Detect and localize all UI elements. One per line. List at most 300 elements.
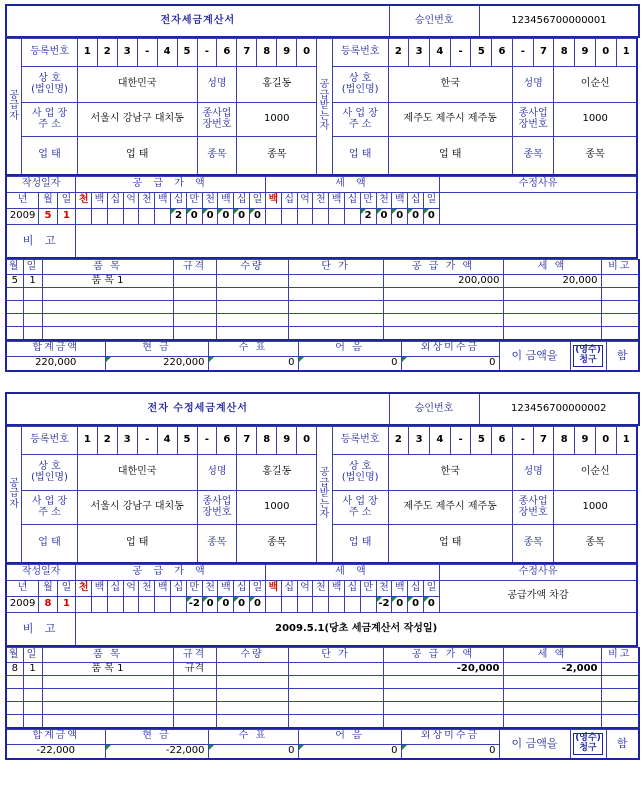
line-cell-empty xyxy=(6,715,23,728)
supply-unit-label: 일 xyxy=(250,580,266,596)
reg-digit: 7 xyxy=(533,39,554,67)
label-line-2: 주 소 xyxy=(38,506,61,518)
total-value: 0 xyxy=(208,744,298,759)
sub-label xyxy=(512,67,553,103)
line-cell-empty xyxy=(23,314,42,327)
receiver-value: 한국 xyxy=(388,67,512,103)
line-cell-qty xyxy=(216,663,288,676)
receiver-value: 제주도 제주시 제주동 xyxy=(388,491,512,525)
reg-digit: - xyxy=(137,39,157,67)
sub-label-line-1: 성명 xyxy=(523,466,543,478)
amount-text: 이 금액을 xyxy=(499,729,570,759)
sub-label-line-1: 종목 xyxy=(523,537,543,548)
sub-label xyxy=(197,455,237,491)
line-cell-empty xyxy=(503,301,601,314)
sub-label-line-1: 종목 xyxy=(207,537,227,548)
receiver-vertical-label: 공급받는자 xyxy=(317,427,333,563)
reg-digit: 0 xyxy=(595,39,616,67)
remark-label: 비 고 xyxy=(6,224,76,258)
line-row xyxy=(6,275,639,288)
row-label xyxy=(22,455,78,491)
receiver-value-2: 종목 xyxy=(554,137,637,175)
tax-unit-label: 십 xyxy=(408,580,424,596)
tax-digit: 2 xyxy=(360,208,376,224)
sub-label-line-2: 장번호 xyxy=(518,506,548,518)
supply-amount-header: 공 급 가 액 xyxy=(76,176,266,192)
row-label xyxy=(332,491,388,525)
supply-digit xyxy=(123,208,139,224)
line-cell-empty xyxy=(42,702,173,715)
supply-digit xyxy=(76,596,92,612)
totals xyxy=(5,341,640,373)
line-cell-empty xyxy=(503,314,601,327)
line-row xyxy=(6,702,639,715)
total-value: 220,000 xyxy=(105,356,208,371)
line-header: 월 xyxy=(6,648,23,663)
supply-unit-label: 십 xyxy=(107,580,123,596)
reg-digit: 8 xyxy=(257,427,277,455)
supply-digit xyxy=(155,208,171,224)
tax-digit xyxy=(281,596,297,612)
line-cell-empty xyxy=(383,301,503,314)
line-cell-empty xyxy=(42,288,173,301)
line-cell-empty xyxy=(601,689,639,702)
supply-unit-label: 백 xyxy=(155,192,171,208)
reg-digit: 6 xyxy=(492,427,513,455)
line-cell-day: 1 xyxy=(23,275,42,288)
line-header: 일 xyxy=(23,648,42,663)
tax-digit: 0 xyxy=(392,596,408,612)
receipt-type xyxy=(570,729,606,759)
total-header: 수 표 xyxy=(208,729,298,744)
party-table xyxy=(5,4,640,38)
line-cell-empty xyxy=(216,327,288,340)
tax-unit-label: 억 xyxy=(297,192,313,208)
line-cell-tax: 20,000 xyxy=(503,275,601,288)
line-cell-empty xyxy=(503,327,601,340)
supply-digit: 0 xyxy=(202,596,218,612)
reg-digit: 2 xyxy=(97,39,117,67)
reg-digit: - xyxy=(450,39,471,67)
line-cell-spec: 규격 xyxy=(173,663,216,676)
line-cell-tax: -2,000 xyxy=(503,663,601,676)
supply-unit-label: 억 xyxy=(123,192,139,208)
line-cell-supply: -20,000 xyxy=(383,663,503,676)
line-cell-price xyxy=(288,663,383,676)
supplier-value-2: 1000 xyxy=(237,491,317,525)
line-header: 품 목 xyxy=(42,648,173,663)
reason-header: 수정사유 xyxy=(439,176,637,192)
supplier-value-2: 1000 xyxy=(237,103,317,137)
sub-label-line-1: 성명 xyxy=(207,466,227,478)
line-cell-empty xyxy=(288,715,383,728)
line-cell-empty xyxy=(601,702,639,715)
total-header: 외상미수금 xyxy=(401,729,499,744)
line-row xyxy=(6,676,639,689)
line-cell-empty xyxy=(216,301,288,314)
sub-label xyxy=(197,137,237,175)
tax-digit xyxy=(313,208,329,224)
supply-digit xyxy=(92,596,108,612)
supplier-value: 서울시 강남구 대치동 xyxy=(77,491,197,525)
line-header: 규격 xyxy=(173,260,216,275)
line-header: 월 xyxy=(6,260,23,275)
tax-unit-label: 백 xyxy=(329,192,345,208)
line-cell-empty xyxy=(216,689,288,702)
line-header: 수량 xyxy=(216,648,288,663)
line-cell-empty xyxy=(601,301,639,314)
line-row xyxy=(6,663,639,676)
tax-digit xyxy=(281,208,297,224)
reg-digit: 2 xyxy=(388,39,409,67)
label-line-1: 상 호 xyxy=(38,73,61,84)
tax-digit xyxy=(297,208,313,224)
supply-digit: 0 xyxy=(218,596,234,612)
tax-unit-label: 십 xyxy=(344,580,360,596)
line-cell-empty xyxy=(383,676,503,689)
tax-digit xyxy=(360,596,376,612)
reg-digit: - xyxy=(197,39,217,67)
line-cell-empty xyxy=(288,288,383,301)
supply-unit-label: 일 xyxy=(250,192,266,208)
line-cell-empty xyxy=(23,301,42,314)
line-header: 공 급 가 액 xyxy=(383,648,503,663)
label-line-1: 업 태 xyxy=(38,537,61,548)
line-cell-empty xyxy=(42,327,173,340)
supply-digit: 0 xyxy=(202,208,218,224)
line-cell-empty xyxy=(42,301,173,314)
supply-unit-label: 천 xyxy=(202,192,218,208)
reg-digit: 4 xyxy=(429,427,450,455)
reg-digit: - xyxy=(512,39,533,67)
supplier-value-2: 홍길동 xyxy=(237,455,317,491)
line-cell-note xyxy=(601,663,639,676)
supply-unit-label: 천 xyxy=(202,580,218,596)
line-cell-empty xyxy=(288,676,383,689)
line-cell-empty xyxy=(601,327,639,340)
supply-digit: 0 xyxy=(234,208,250,224)
row-label xyxy=(22,103,78,137)
tax-digit xyxy=(297,596,313,612)
sub-label-line-2: 장번호 xyxy=(518,118,548,130)
label-line-1: 사 업 장 xyxy=(31,108,68,119)
tax-unit-label: 백 xyxy=(329,580,345,596)
supply-unit-label: 백 xyxy=(218,580,234,596)
line-cell-empty xyxy=(6,676,23,689)
tax-digit: 0 xyxy=(408,596,424,612)
line-cell-day: 1 xyxy=(23,663,42,676)
reg-digit: 7 xyxy=(533,427,554,455)
line-cell-empty xyxy=(173,689,216,702)
line-header: 단 가 xyxy=(288,260,383,275)
line-cell-empty xyxy=(503,689,601,702)
line-cell-empty xyxy=(23,327,42,340)
tax-unit-label: 백 xyxy=(392,192,408,208)
line-cell-empty xyxy=(216,676,288,689)
sub-label xyxy=(197,67,237,103)
supplier-value: 대한민국 xyxy=(77,67,197,103)
supply-digit xyxy=(123,596,139,612)
sub-label-line-1: 성명 xyxy=(207,78,227,90)
reg-digit: 7 xyxy=(237,427,257,455)
label-line-2: (법인명) xyxy=(31,83,68,95)
supply-unit-label: 천 xyxy=(76,192,92,208)
line-cell-empty xyxy=(173,314,216,327)
supply-unit-label: 천 xyxy=(139,580,155,596)
supply-unit-label: 천 xyxy=(139,192,155,208)
line-row xyxy=(6,715,639,728)
line-cell-empty xyxy=(601,314,639,327)
tax-unit-label: 십 xyxy=(344,192,360,208)
totals xyxy=(5,729,640,761)
line-cell-empty xyxy=(6,314,23,327)
receipt-type-2: 청구 xyxy=(579,742,597,753)
line-header: 일 xyxy=(23,260,42,275)
row-label xyxy=(22,525,78,563)
line-cell-empty xyxy=(383,314,503,327)
reg-digit: 9 xyxy=(277,427,297,455)
label-line-2: 주 소 xyxy=(348,506,372,518)
reg-digit: 1 xyxy=(77,427,97,455)
month-value: 5 xyxy=(39,208,58,224)
receipt-type xyxy=(570,341,606,371)
total-value: 0 xyxy=(401,744,499,759)
supply-digit: 0 xyxy=(250,596,266,612)
sub-label-line-1: 종사업 xyxy=(518,108,548,119)
receiver-vertical-label: 공급받는자 xyxy=(317,39,333,175)
tax-digit xyxy=(329,596,345,612)
sub-label xyxy=(512,455,553,491)
tax-unit-label: 십 xyxy=(281,580,297,596)
line-row xyxy=(6,689,639,702)
reg-digit: 6 xyxy=(217,427,237,455)
receiver-value-2: 종목 xyxy=(554,525,637,563)
tax-digit xyxy=(329,208,345,224)
supplier-reg-label: 등록번호 xyxy=(22,427,78,455)
tax-digit xyxy=(344,596,360,612)
sub-label-line-1: 종목 xyxy=(523,149,543,160)
tax-digit: 0 xyxy=(408,208,424,224)
remark-label: 비 고 xyxy=(6,612,76,646)
supply-unit-label: 천 xyxy=(76,580,92,596)
row-label xyxy=(22,67,78,103)
total-header: 외상미수금 xyxy=(401,341,499,356)
supplier-value-2: 종목 xyxy=(237,137,317,175)
line-cell-empty xyxy=(173,715,216,728)
line-cell-empty xyxy=(288,314,383,327)
line-cell-empty xyxy=(383,327,503,340)
reg-digit: 5 xyxy=(177,39,197,67)
receiver-value-2: 이순신 xyxy=(554,455,637,491)
supply-digit: 0 xyxy=(218,208,234,224)
line-cell-empty xyxy=(601,715,639,728)
line-row xyxy=(6,327,639,340)
date-col-label: 월 xyxy=(39,580,58,596)
line-cell-empty xyxy=(173,676,216,689)
supply-unit-label: 억 xyxy=(123,580,139,596)
reg-digit: 0 xyxy=(297,39,317,67)
line-row xyxy=(6,314,639,327)
supply-digit xyxy=(92,208,108,224)
line-header: 품 목 xyxy=(42,260,173,275)
line-cell-empty xyxy=(42,715,173,728)
day-value: 1 xyxy=(57,208,76,224)
reg-digit: 1 xyxy=(77,39,97,67)
receiver-value-2: 이순신 xyxy=(554,67,637,103)
tax-invoice-amended xyxy=(5,392,638,760)
line-row xyxy=(6,288,639,301)
sub-label xyxy=(512,491,553,525)
row-label xyxy=(332,137,388,175)
supply-unit-label: 십 xyxy=(234,192,250,208)
line-cell-item: 품 목 1 xyxy=(42,663,173,676)
line-header: 세 액 xyxy=(503,648,601,663)
total-header: 어 음 xyxy=(298,729,401,744)
line-cell-month: 8 xyxy=(6,663,23,676)
invoice-title: 전자세금계산서 xyxy=(6,5,389,37)
receipt-type-2: 청구 xyxy=(579,354,597,365)
line-cell-empty xyxy=(288,301,383,314)
row-label xyxy=(22,491,78,525)
receiver-value-2: 1000 xyxy=(554,491,637,525)
line-cell-empty xyxy=(383,715,503,728)
tax-digit xyxy=(313,596,329,612)
date-col-label: 일 xyxy=(57,580,76,596)
total-header: 합계금액 xyxy=(6,341,105,356)
date-header: 작성일자 xyxy=(6,564,76,580)
line-cell-spec xyxy=(173,275,216,288)
line-cell-month: 5 xyxy=(6,275,23,288)
line-header: 수량 xyxy=(216,260,288,275)
line-cell-supply: 200,000 xyxy=(383,275,503,288)
line-cell-empty xyxy=(503,702,601,715)
parties xyxy=(5,426,638,564)
line-cell-empty xyxy=(288,702,383,715)
label-line-1: 업 태 xyxy=(348,537,372,548)
tax-digit xyxy=(265,208,281,224)
line-cell-empty xyxy=(6,301,23,314)
line-header: 규격 xyxy=(173,648,216,663)
line-cell-empty xyxy=(6,327,23,340)
remark-value xyxy=(76,224,637,258)
total-value: -22,000 xyxy=(105,744,208,759)
line-cell-empty xyxy=(173,301,216,314)
line-cell-empty xyxy=(173,327,216,340)
reg-digit: 9 xyxy=(277,39,297,67)
line-cell-empty xyxy=(6,702,23,715)
supply-digit: 2 xyxy=(171,208,187,224)
line-header: 단 가 xyxy=(288,648,383,663)
date-header: 작성일자 xyxy=(6,176,76,192)
reg-digit: 6 xyxy=(492,39,513,67)
line-cell-empty xyxy=(23,689,42,702)
approval-number: 123456700000001 xyxy=(479,5,639,37)
sub-label-line-1: 종사업 xyxy=(202,108,232,119)
approval-label: 승인번호 xyxy=(389,393,479,425)
tax-amount-header: 세 액 xyxy=(265,564,439,580)
line-cell-empty xyxy=(503,715,601,728)
line-cell-empty xyxy=(23,702,42,715)
tax-unit-label: 만 xyxy=(360,192,376,208)
line-cell-empty xyxy=(23,676,42,689)
line-cell-item: 품 목 1 xyxy=(42,275,173,288)
label-line-1: 사 업 장 xyxy=(342,496,378,507)
supply-digit xyxy=(107,208,123,224)
label-line-2: 주 소 xyxy=(38,118,61,130)
tax-unit-label: 만 xyxy=(360,580,376,596)
tax-unit-label: 일 xyxy=(423,192,439,208)
reason-value: 공급가액 차감 xyxy=(439,580,637,612)
reg-digit: 4 xyxy=(157,427,177,455)
line-cell-empty xyxy=(503,288,601,301)
supply-unit-label: 백 xyxy=(218,192,234,208)
reg-digit: 5 xyxy=(471,427,492,455)
tax-unit-label: 천 xyxy=(313,580,329,596)
tax-unit-label: 천 xyxy=(376,580,392,596)
label-line-1: 상 호 xyxy=(38,461,61,472)
row-label xyxy=(332,455,388,491)
supplier-value-2: 홍길동 xyxy=(237,67,317,103)
line-cell-empty xyxy=(6,288,23,301)
party-table xyxy=(5,392,640,426)
reg-digit: - xyxy=(197,427,217,455)
line-cell-empty xyxy=(288,327,383,340)
total-header: 수 표 xyxy=(208,341,298,356)
sub-label-line-1: 성명 xyxy=(523,78,543,90)
line-cell-empty xyxy=(601,288,639,301)
label-line-1: 상 호 xyxy=(348,461,372,472)
row-label xyxy=(332,525,388,563)
reg-digit: 5 xyxy=(177,427,197,455)
supply-unit-label: 십 xyxy=(234,580,250,596)
total-value: 0 xyxy=(298,356,401,371)
receipt-suffix: 함 xyxy=(606,729,639,759)
supplier-value: 업 태 xyxy=(77,525,197,563)
year-value: 2009 xyxy=(6,596,39,612)
supply-digit xyxy=(139,596,155,612)
reg-digit: - xyxy=(137,427,157,455)
line-cell-empty xyxy=(383,288,503,301)
reg-digit: 3 xyxy=(409,39,430,67)
approval-label: 승인번호 xyxy=(389,5,479,37)
line-header: 비고 xyxy=(601,260,639,275)
label-line-1: 업 태 xyxy=(38,149,61,160)
supply-unit-label: 백 xyxy=(155,580,171,596)
total-value: 0 xyxy=(208,356,298,371)
label-line-2: 주 소 xyxy=(348,118,372,130)
reg-digit: 4 xyxy=(157,39,177,67)
receipt-type-1: (영수) xyxy=(575,344,601,355)
line-cell-qty xyxy=(216,275,288,288)
reg-digit: 0 xyxy=(595,427,616,455)
reg-digit: - xyxy=(450,427,471,455)
line-cell-empty xyxy=(216,288,288,301)
reg-digit: 8 xyxy=(257,39,277,67)
approval-number: 123456700000002 xyxy=(479,393,639,425)
supply-digit: 0 xyxy=(186,208,202,224)
total-value: 220,000 xyxy=(6,356,105,371)
supply-digit xyxy=(171,596,187,612)
tax-digit xyxy=(265,596,281,612)
reason-value xyxy=(439,192,637,224)
receiver-reg-label: 등록번호 xyxy=(332,39,388,67)
tax-unit-label: 천 xyxy=(313,192,329,208)
reason-header: 수정사유 xyxy=(439,564,637,580)
supply-unit-label: 십 xyxy=(171,192,187,208)
row-label xyxy=(332,67,388,103)
amount-text: 이 금액을 xyxy=(499,341,570,371)
line-cell-price xyxy=(288,275,383,288)
